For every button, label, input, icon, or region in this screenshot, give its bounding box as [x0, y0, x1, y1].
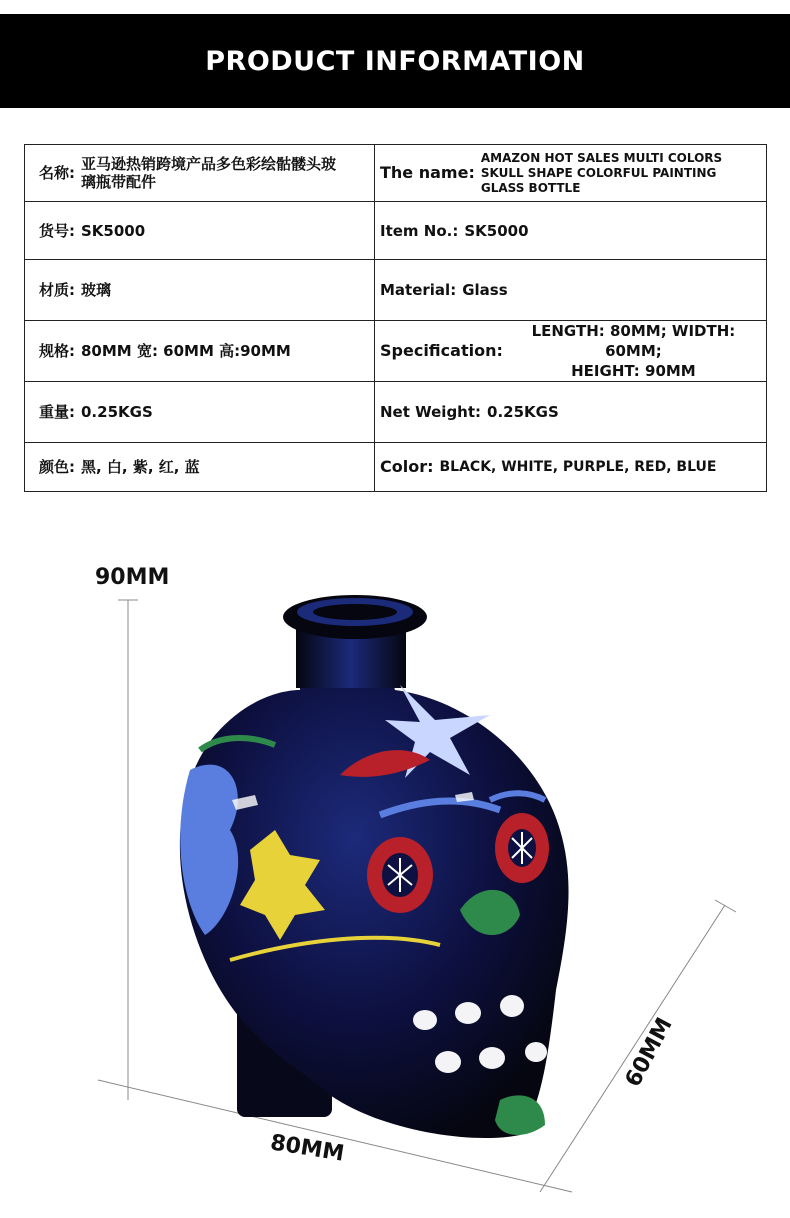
table-row [25, 260, 767, 321]
en-value: SK5000 [464, 221, 529, 240]
width-dimension-label: 60MM [620, 1013, 678, 1092]
cn-value: 黑, 白, 紫, 红, 蓝 [81, 458, 200, 476]
header-banner [0, 14, 790, 108]
table-row [25, 382, 767, 443]
en-value: 0.25KGS [487, 403, 559, 421]
cn-label: 货号: [39, 221, 75, 240]
skull-bottle [180, 595, 569, 1138]
cn-value: 亚马逊热销跨境产品多色彩绘骷髅头玻璃瓶带配件 [81, 155, 337, 191]
spec-table [24, 144, 767, 492]
en-label: Specification: [380, 341, 503, 360]
en-value: AMAZON HOT SALES MULTI COLORS SKULL SHAPE COLORFUL PAINTING GLASS BOTTLE [480, 150, 723, 195]
en-value: LENGTH: 80MM; WIDTH: 60MM; HEIGHT: 90MM [531, 322, 736, 380]
table-row [25, 202, 767, 260]
cn-label: 规格: [39, 342, 75, 360]
cn-value: 80MM 宽: 60MM 高:90MM [81, 342, 291, 360]
en-value: BLACK, WHITE, PURPLE, RED, BLUE [439, 459, 717, 475]
table-row [25, 443, 767, 492]
height-dimension-label: 90MM [95, 565, 170, 590]
page-title: PRODUCT INFORMATION [205, 45, 585, 77]
cn-value: 玻璃 [81, 281, 112, 299]
cn-label: 材质: [39, 281, 75, 299]
cn-value: SK5000 [81, 221, 146, 240]
en-label: The name: [380, 163, 475, 182]
en-label: Net Weight: [380, 403, 482, 421]
en-label: Item No.: [380, 221, 459, 240]
en-label: Material: [380, 281, 457, 299]
table-row [25, 145, 767, 202]
length-dimension-label: 80MM [268, 1130, 346, 1167]
en-label: Color: [380, 457, 434, 476]
product-photo [0, 540, 790, 1218]
cn-label: 重量: [39, 403, 75, 421]
en-value: Glass [462, 281, 508, 299]
table-row [25, 321, 767, 382]
cn-value: 0.25KGS [81, 403, 153, 421]
cn-label: 颜色: [39, 458, 75, 476]
cn-label: 名称: [39, 164, 75, 182]
